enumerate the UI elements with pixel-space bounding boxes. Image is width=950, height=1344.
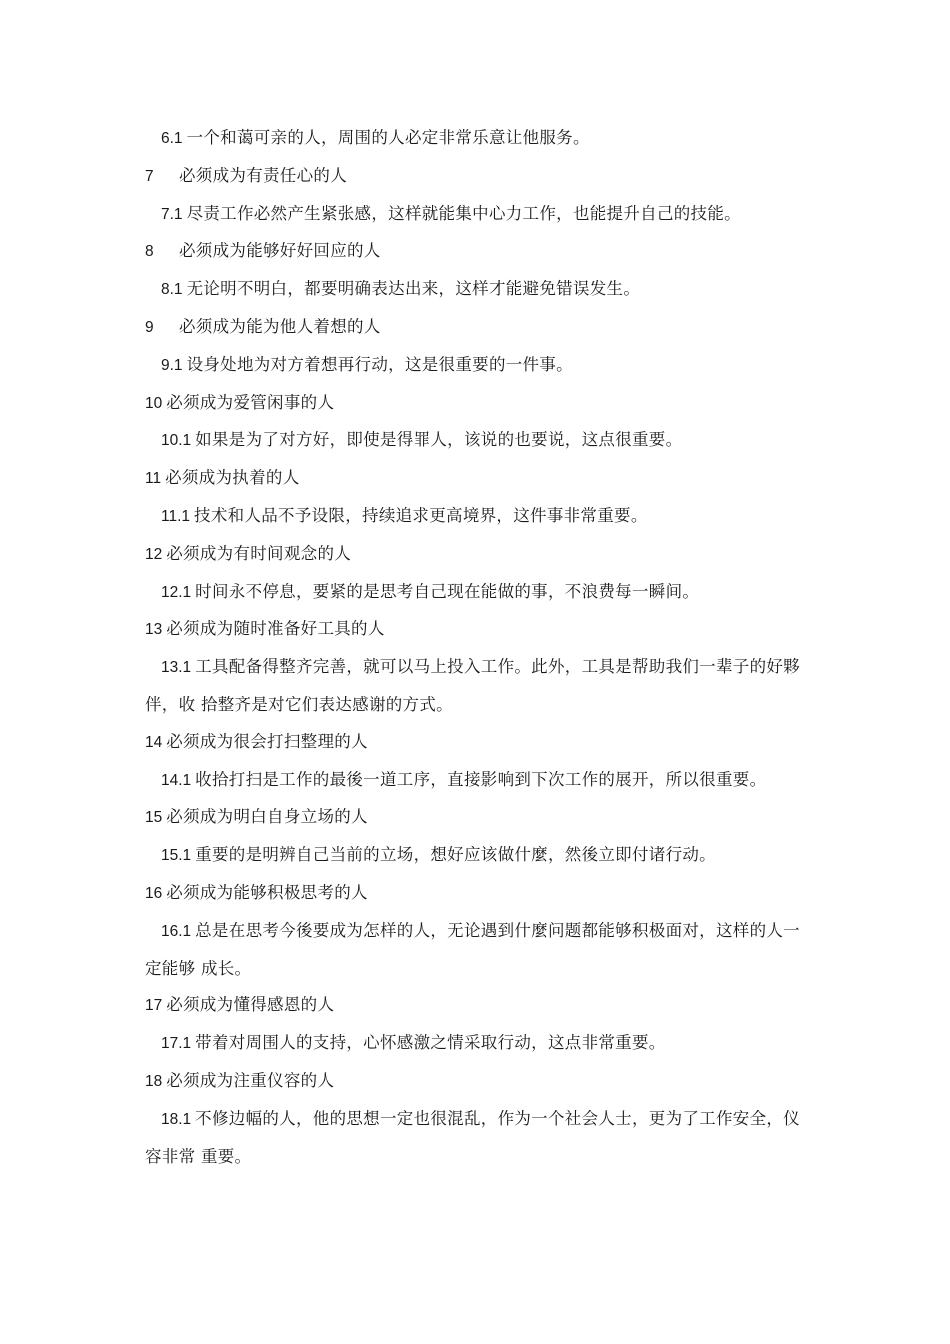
paragraph-18-1 xyxy=(145,1101,810,1176)
paragraph-text: 带着对周围人的支持，心怀感激之情采取行动，这点非常重要。 xyxy=(195,1033,666,1053)
paragraph-number: 7.1 xyxy=(161,205,183,223)
paragraph-13-1 xyxy=(145,649,810,724)
heading-8 xyxy=(145,233,810,271)
paragraph-text: 一个和蔼可亲的人，周围的人必定非常乐意让他服务。 xyxy=(186,128,590,147)
paragraph-number: 15.1 xyxy=(161,847,192,865)
paragraph-9-1 xyxy=(145,347,810,385)
paragraph-text: 总是在思考今後要成为怎样的人，无论遇到什麼问题都能够积极面对，这样的人一定能够 成长。 xyxy=(145,920,800,978)
heading-text: 必须成为能够好好回应的人 xyxy=(179,241,381,261)
heading-text: 必须成为执着的人 xyxy=(165,468,300,488)
heading-number: 15 xyxy=(145,809,163,827)
heading-number: 10 xyxy=(145,394,163,412)
paragraph-number: 17.1 xyxy=(161,1035,192,1053)
paragraph-text: 如果是为了对方好，即使是得罪人，该说的也要说，这点很重要。 xyxy=(195,430,683,450)
heading-18 xyxy=(145,1063,810,1101)
heading-number: 18 xyxy=(145,1072,163,1090)
paragraph-number: 12.1 xyxy=(161,583,192,601)
heading-text: 必须成为能为他人着想的人 xyxy=(179,316,381,336)
heading-14 xyxy=(145,724,810,762)
heading-number: 12 xyxy=(145,545,163,563)
paragraph-number: 6.1 xyxy=(161,130,183,147)
heading-13 xyxy=(145,611,810,649)
heading-number: 9 xyxy=(145,318,154,336)
heading-11 xyxy=(145,460,810,498)
paragraph-11-1 xyxy=(145,498,810,536)
heading-17 xyxy=(145,987,810,1025)
heading-number: 17 xyxy=(145,997,163,1015)
heading-7 xyxy=(145,158,810,196)
paragraph-text: 无论明不明白，都要明确表达出来，这样才能避免错误发生。 xyxy=(186,279,641,299)
heading-16 xyxy=(145,875,810,913)
paragraph-14-1 xyxy=(145,762,810,800)
paragraph-text: 不修边幅的人，他的思想一定也很混乱，作为一个社会人士，更为了工作安全，仪容非常 重要。 xyxy=(145,1108,800,1166)
paragraph-number: 11.1 xyxy=(161,507,191,525)
paragraph-7-1 xyxy=(145,196,810,234)
heading-text: 必须成为很会打扫整理的人 xyxy=(166,731,368,751)
heading-text: 必须成为有责任心的人 xyxy=(179,165,347,185)
heading-number: 7 xyxy=(145,167,154,185)
heading-text: 必须成为有时间观念的人 xyxy=(166,543,352,563)
paragraph-number: 14.1 xyxy=(161,771,192,789)
paragraph-number: 9.1 xyxy=(161,356,183,374)
paragraph-15-1 xyxy=(145,837,810,875)
heading-text: 必须成为明白自身立场的人 xyxy=(166,807,368,827)
paragraph-8-1 xyxy=(145,271,810,309)
heading-number: 14 xyxy=(145,733,163,751)
document-body xyxy=(145,120,810,1175)
heading-number: 16 xyxy=(145,884,163,902)
heading-text: 必须成为能够积极思考的人 xyxy=(166,882,368,902)
paragraph-10-1 xyxy=(145,422,810,460)
paragraph-number: 16.1 xyxy=(161,922,192,940)
paragraph-text: 技术和人品不予设限，持续追求更高境界，这件事非常重要。 xyxy=(194,505,648,525)
heading-text: 必须成为爱管闲事的人 xyxy=(166,392,335,412)
heading-text: 必须成为懂得感恩的人 xyxy=(166,995,335,1015)
paragraph-text: 工具配备得整齐完善，就可以马上投入工作。此外，工具是帮助我们一辈子的好夥伴，收 拾整齐是对它们表达感谢的方式。 xyxy=(145,657,800,714)
heading-15 xyxy=(145,799,810,837)
heading-number: 8 xyxy=(145,243,154,261)
heading-number: 11 xyxy=(145,470,162,488)
paragraph-text: 时间永不停息，要紧的是思考自己现在能做的事，不浪费每一瞬间。 xyxy=(195,581,700,601)
paragraph-12-1 xyxy=(145,574,810,612)
heading-text: 必须成为注重仪容的人 xyxy=(166,1070,335,1090)
heading-12 xyxy=(145,536,810,574)
paragraph-number: 8.1 xyxy=(161,281,183,299)
heading-number: 13 xyxy=(145,621,163,639)
heading-9 xyxy=(145,309,810,347)
paragraph-17-1 xyxy=(145,1025,810,1063)
paragraph-text: 重要的是明辨自己当前的立场，想好应该做什麼，然後立即付诸行动。 xyxy=(195,845,716,865)
paragraph-text: 尽责工作必然产生紧张感，这样就能集中心力工作，也能提升自己的技能。 xyxy=(186,203,741,223)
paragraph-number: 10.1 xyxy=(161,432,192,450)
paragraph-6-1 xyxy=(145,120,810,158)
heading-10 xyxy=(145,385,810,423)
paragraph-16-1 xyxy=(145,913,810,988)
paragraph-number: 13.1 xyxy=(161,659,192,677)
paragraph-text: 收拾打扫是工作的最後一道工序，直接影响到下次工作的展开，所以很重要。 xyxy=(195,769,767,789)
paragraph-number: 18.1 xyxy=(161,1110,192,1128)
paragraph-text: 设身处地为对方着想再行动，这是很重要的一件事。 xyxy=(186,354,573,374)
heading-text: 必须成为随时准备好工具的人 xyxy=(166,619,385,639)
